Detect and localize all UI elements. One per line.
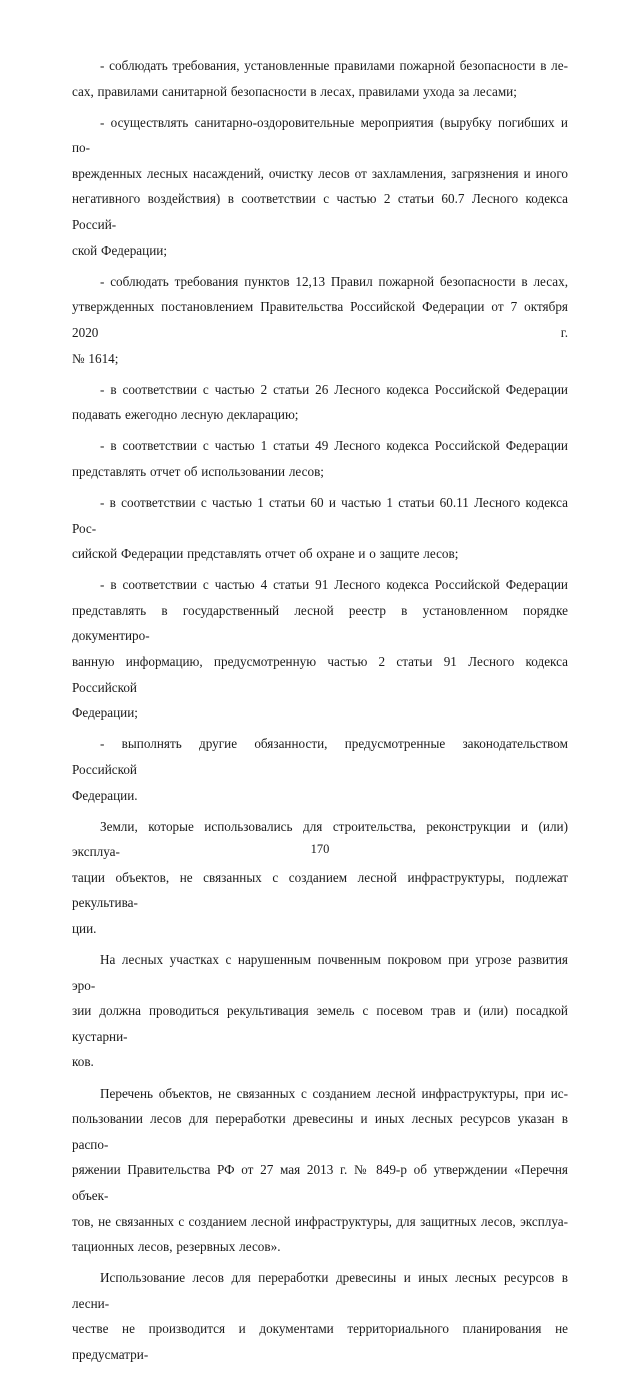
text-line: - в соответствии с частью 4 статьи 91 Лесного кодекса Российской Федерации	[100, 577, 568, 593]
text-line: представлять отчет об использовании лесов;	[72, 463, 324, 479]
text-line: негативного воздействия) в соответствии с частью 2 статьи 60.7 Лесного кодекса Россий-	[72, 191, 568, 233]
text-line: На лесных участках с нарушенным почвенным покровом при угрозе развития эро-	[72, 952, 568, 993]
text-line: - соблюдать требования пунктов 12,13 Правил пожарной безопасности в лесах,	[100, 273, 568, 289]
paragraph	[72, 53, 568, 104]
text-line: - осуществлять санитарно-оздоровительные мероприятия (вырубку погибших и по-	[72, 114, 568, 156]
text-line: - в соответствии с частью 1 статьи 60 и частью 1 статьи 60.11 Лесного кодекса Рос-	[72, 495, 568, 536]
text-line: Федерации;	[72, 705, 138, 721]
document-page	[72, 53, 568, 1373]
paragraph	[72, 947, 568, 1075]
text-line: № 1614;	[72, 350, 119, 366]
text-line: честве не производится и документами территориального планирования не предусматри-	[72, 1321, 568, 1362]
text-line: Земли, которые использовались для строительства, реконструкции и (или) эксплуа-	[72, 818, 568, 860]
text-line: тов, не связанных с созданием лесной инфраструктуры, для защитных лесов, эксплуа-	[72, 1213, 568, 1229]
page-number: 170	[310, 842, 330, 856]
paragraph	[72, 572, 568, 726]
text-line: врежденных лесных насаждений, очистку лесов от захламления, загрязнения и иного	[72, 165, 568, 181]
text-line: Перечень объектов, не связанных с созданием лесной инфраструктуры, при ис-	[100, 1085, 568, 1101]
text-line: ции.	[72, 921, 97, 936]
text-line: Использование лесов для переработки древесины и иных лесных ресурсов в лесни-	[72, 1270, 568, 1311]
paragraph	[72, 269, 568, 371]
text-line: Федерации.	[72, 787, 138, 803]
text-line: ков.	[72, 1054, 94, 1070]
text-line: ряжении Правительства РФ от 27 мая 2013 г. № 849-р об утверждении «Перечня объек-	[72, 1162, 568, 1203]
paragraph	[72, 814, 568, 942]
text-line: пользовании лесов для переработки древесины и иных лесных ресурсов указан в распо-	[72, 1111, 568, 1152]
paragraph	[72, 433, 568, 484]
text-line: подавать ежегодно лесную декларацию;	[72, 407, 299, 423]
text-line: - в соответствии с частью 2 статьи 26 Лесного кодекса Российской Федерации	[100, 381, 568, 397]
paragraph	[72, 377, 568, 428]
paragraph	[72, 110, 568, 264]
paragraph	[72, 1265, 568, 1367]
paragraph	[72, 731, 568, 808]
text-line: сийской Федерации представлять отчет об охране и о защите лесов;	[72, 546, 459, 562]
paragraph	[72, 1081, 568, 1260]
text-line: - выполнять другие обязанности, предусмотренные законодательством Российской	[72, 736, 568, 777]
text-line: сах, правилами санитарной безопасности в лесах, правилами ухода за лесами;	[72, 83, 517, 99]
text-line: зии должна проводиться рекультивация земель с посевом трав и (или) посадкой кустарни-	[72, 1003, 568, 1044]
paragraph	[72, 490, 568, 567]
text-line: тации объектов, не связанных с созданием лесной инфраструктуры, подлежат рекультива-	[72, 869, 568, 911]
text-line: представлять в государственный лесной реестр в установленном порядке документиро-	[72, 602, 568, 644]
text-line: ской Федерации;	[72, 242, 167, 258]
text-line: - соблюдать требования, установленные правилами пожарной безопасности в ле-	[100, 58, 568, 73]
text-line: - в соответствии с частью 1 статьи 49 Лесного кодекса Российской Федерации	[100, 438, 568, 454]
text-line: утвержденных постановлением Правительства Российской Федерации от 7 октября 2020 г.	[72, 299, 568, 340]
text-line: тационных лесов, резервных лесов».	[72, 1239, 281, 1255]
text-line: ванную информацию, предусмотренную частью 2 статьи 91 Лесного кодекса Российской	[72, 654, 568, 695]
